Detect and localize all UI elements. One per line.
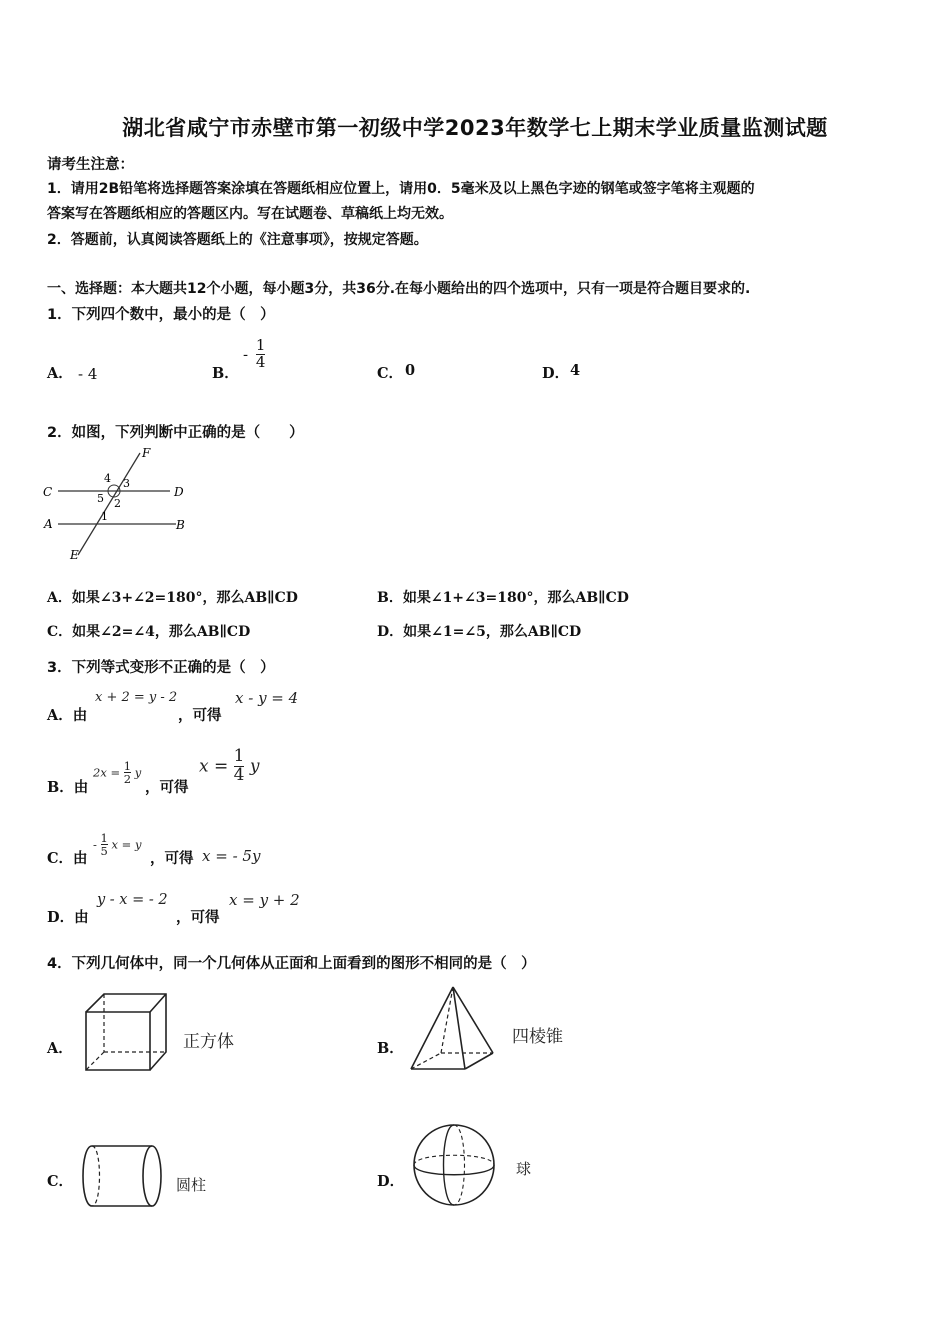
q3-a-to: x - y = 4	[235, 689, 299, 707]
q4-option-a-label: A．	[47, 1040, 73, 1057]
q2-option-c: C．如果∠2=∠4，那么AB∥CD	[47, 624, 251, 640]
angle-label-5: 5	[97, 492, 104, 505]
label-c: C	[43, 485, 53, 499]
q3-b-from-den: 2	[123, 772, 132, 787]
q3-b-to-num: 1	[233, 746, 245, 766]
label-a: A	[44, 517, 53, 531]
notice-heading: 请考生注意：	[47, 157, 134, 173]
notice-line-2: 答案写在答题纸相应的答题区内。写在试题卷、草稿纸上均无效。	[47, 206, 453, 222]
q1-option-c-label: C．	[377, 365, 404, 382]
q3-d-to: x = y + 2	[229, 891, 300, 909]
section-heading: 一、选择题：本大题共12个小题，每小题3分，共36分.在每小题给出的四个选项中，只有一项是符合题目要求的.	[47, 281, 751, 297]
q3-option-d-label: D．由	[47, 909, 89, 926]
angle-label-1: 1	[101, 510, 108, 523]
q3-b-then: ，可得	[145, 779, 189, 796]
q3-d-then: ，可得	[176, 909, 220, 926]
q3-b-to-left: x =	[199, 756, 229, 777]
sphere-figure	[410, 1120, 500, 1210]
q3-c-from-den: 5	[100, 844, 108, 859]
notice-line-3: 2．答题前，认真阅读答题纸上的《注意事项》，按规定答题。	[47, 232, 428, 248]
label-d: D	[174, 485, 184, 499]
notice-line-1: 1．请用2B铅笔将选择题答案涂填在答题纸相应位置上，请用0．5毫米及以上黑色字迹的钢笔或签字笔将主观题的	[47, 181, 755, 197]
q3-b-from-fraction	[124, 760, 131, 785]
q4-d-name: 球	[516, 1160, 532, 1178]
q3-b-from	[93, 760, 141, 785]
q2-option-b: B．如果∠1+∠3=180°，那么AB∥CD	[377, 590, 629, 606]
q1-b-sign: -	[243, 345, 249, 364]
q1-b-fraction	[256, 338, 266, 371]
q3-c-from-num: 1	[100, 831, 108, 845]
label-e: E	[70, 548, 79, 562]
q3-b-to-den: 4	[233, 764, 245, 785]
q1-option-d-label: D．	[542, 365, 570, 382]
q3-a-then: ，可得	[178, 707, 222, 724]
q3-stem: 3．下列等式变形不正确的是（ ）	[47, 660, 275, 676]
q1-stem: 1．下列四个数中，最小的是（ ）	[47, 307, 275, 323]
q3-c-from	[93, 832, 141, 857]
cylinder-figure	[78, 1142, 168, 1212]
q1-option-b-label: B．	[212, 365, 239, 382]
q3-b-from-left: 2x =	[93, 765, 121, 780]
q3-a-from: x + 2 = y - 2	[95, 690, 178, 705]
q1-option-c-value: 0	[405, 362, 416, 379]
q3-c-from-right: x = y	[111, 837, 142, 852]
q3-b-to-right: y	[249, 756, 260, 777]
label-b: B	[176, 518, 185, 532]
q4-c-name: 圆柱	[176, 1176, 207, 1194]
q4-stem: 4．下列几何体中，同一个几何体从正面和上面看到的图形不相同的是（ ）	[47, 956, 536, 972]
q1-option-b-value	[243, 338, 265, 371]
q1-option-d-value: 4	[570, 362, 581, 379]
q1-b-numerator: 1	[255, 336, 266, 354]
q3-b-to	[199, 748, 260, 785]
q4-option-c-label: C．	[47, 1173, 74, 1190]
q3-option-b-label: B．由	[47, 779, 89, 796]
q2-stem: 2．如图，下列判断中正确的是（ ）	[47, 425, 304, 441]
q3-b-to-fraction	[234, 748, 245, 785]
q4-b-name: 四棱锥	[512, 1027, 563, 1047]
line-ef	[78, 453, 140, 555]
angle-label-3: 3	[123, 477, 130, 490]
q3-c-to: x = - 5y	[202, 847, 261, 865]
pyramid-figure	[405, 983, 500, 1075]
q2-parallel-lines-figure	[40, 445, 200, 565]
q4-a-name: 正方体	[183, 1032, 234, 1052]
q1-b-denominator: 4	[255, 352, 266, 371]
q4-option-b-label: B．	[377, 1040, 404, 1057]
angle-label-4: 4	[104, 472, 111, 485]
q3-c-then: ，可得	[150, 850, 194, 867]
q3-option-c-label: C．由	[47, 850, 88, 867]
page-title: 湖北省咸宁市赤壁市第一初级中学2023年数学七上期末学业质量监测试题	[122, 116, 828, 140]
q2-option-a: A．如果∠3+∠2=180°，那么AB∥CD	[47, 590, 298, 606]
q1-option-a-value: - 4	[78, 365, 98, 383]
q4-option-d-label: D．	[377, 1173, 405, 1190]
angle-label-2: 2	[114, 497, 121, 510]
q3-d-from: y - x = - 2	[97, 892, 168, 908]
q3-c-from-fraction	[101, 832, 108, 857]
cube-figure	[80, 990, 172, 1074]
q3-b-from-num: 1	[123, 759, 132, 773]
q1-option-a-label: A．	[47, 365, 73, 382]
q3-option-a-label: A．由	[47, 707, 88, 724]
q3-b-from-right: y	[134, 765, 142, 780]
q3-c-from-sign: -	[93, 837, 97, 852]
q2-option-d: D．如果∠1=∠5，那么AB∥CD	[377, 624, 582, 640]
label-f: F	[142, 446, 151, 460]
